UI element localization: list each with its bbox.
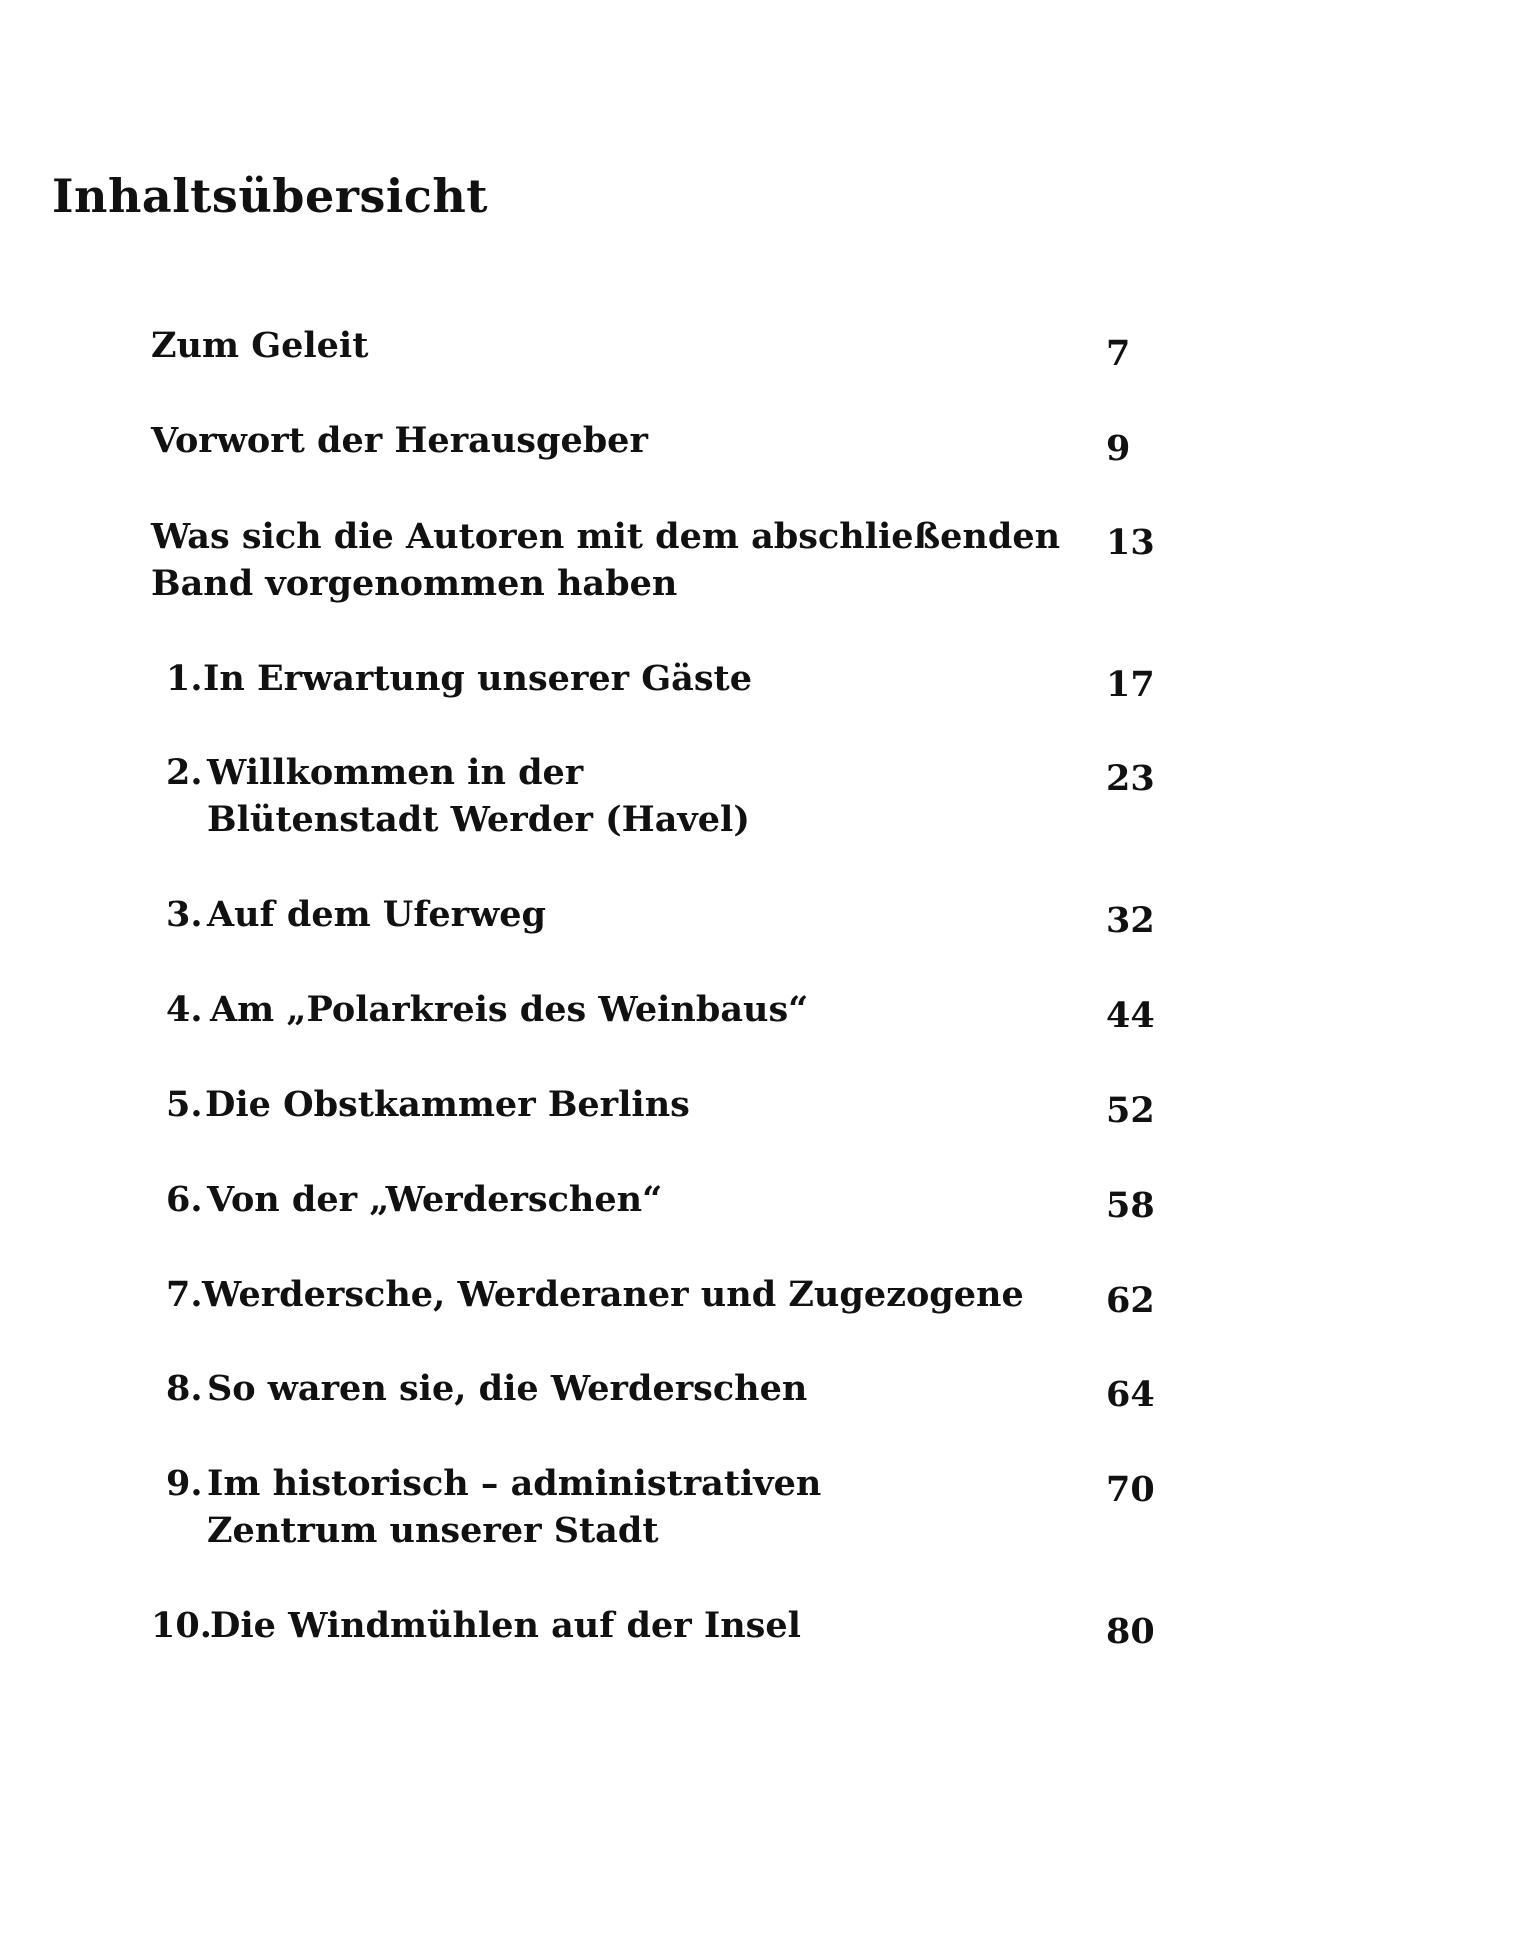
toc-entry-page: 58 [1106, 1185, 1155, 1226]
toc-entry-page: 64 [1106, 1374, 1155, 1415]
toc-entry-title: Die Obstkammer Berlins [205, 1084, 690, 1125]
toc-entry-number: 9. [166, 1463, 203, 1504]
toc-entry-title: Was sich die Autoren mit dem abschließenden Band vorgenommen haben [151, 516, 1061, 604]
toc-entry-page: 13 [1106, 522, 1155, 563]
toc-entry-page: 17 [1106, 664, 1155, 705]
toc-entry-number: 10. [151, 1605, 212, 1646]
page-title: Inhaltsübersicht [52, 169, 489, 223]
toc-entry-page: 44 [1106, 995, 1155, 1036]
toc-entry-number: 8. [166, 1368, 203, 1409]
toc-entry-title: In Erwartung unserer Gäste [203, 658, 752, 699]
toc-entry-page: 23 [1106, 758, 1155, 799]
toc-entry-page: 62 [1106, 1280, 1155, 1321]
toc-entry-title: Auf dem Uferweg [207, 894, 546, 935]
toc-entry-title: Werdersche, Werderaner und Zugezogene [202, 1274, 1024, 1315]
toc-entry-title: So waren sie, die Werderschen [207, 1368, 808, 1409]
toc-entry-title: Im historisch – administrativen Zentrum unserer Stadt [207, 1463, 822, 1551]
toc-entry-title: Vorwort der Herausgeber [151, 420, 648, 461]
toc-entry-page: 70 [1106, 1469, 1155, 1510]
toc-entry-page: 80 [1106, 1611, 1155, 1652]
toc-entry-number: 1. [166, 658, 203, 699]
toc-entry-number: 6. [166, 1179, 203, 1220]
toc-entry-number: 4. [166, 989, 203, 1030]
toc-entry-page: 32 [1106, 900, 1155, 941]
toc-entry-title: Willkommen in der Blütenstadt Werder (Havel) [207, 752, 750, 840]
toc-entry-title: Am „Polarkreis des Weinbaus“ [210, 989, 809, 1030]
toc-entry-number: 2. [166, 752, 203, 793]
toc-entry-number: 7. [166, 1274, 203, 1315]
toc-entry-page: 7 [1106, 333, 1131, 374]
toc-entry-page: 9 [1106, 428, 1131, 469]
toc-entry-title: Die Windmühlen auf der Insel [210, 1605, 801, 1646]
toc-entry-number: 5. [166, 1084, 203, 1125]
toc-entry-number: 3. [166, 894, 203, 935]
toc-entry-page: 52 [1106, 1090, 1155, 1131]
toc-entry-title: Zum Geleit [151, 325, 369, 366]
toc-entry-title: Von der „Werderschen“ [207, 1179, 663, 1220]
